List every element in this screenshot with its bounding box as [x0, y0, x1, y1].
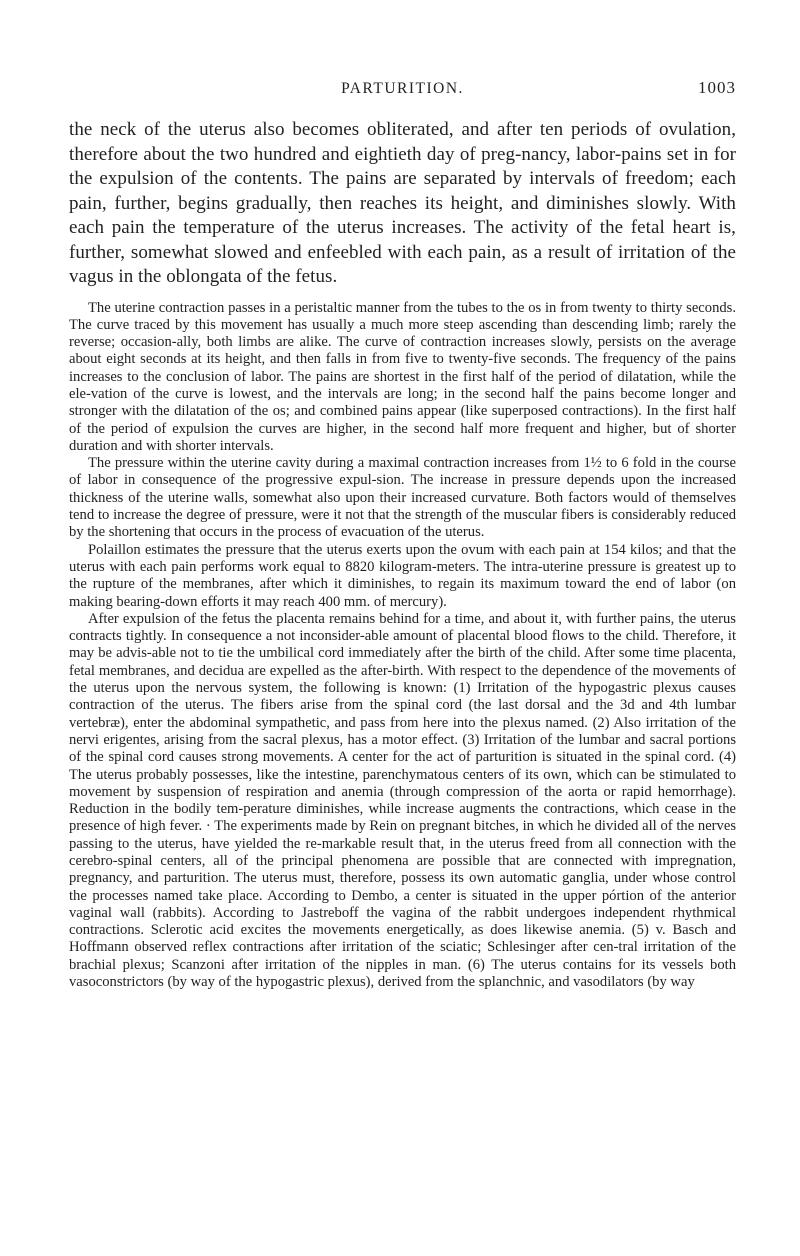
small-print-text — [69, 300, 736, 992]
small-paragraph-expulsion: After expulsion of the fetus the placenta remains behind for a time, and about it, with further pains, the uterus contracts tightly. In consequence a not inconsider-able amount of placental blood flows to the child. Therefore, it may be advis-able not to tie the umbilical cord immediately after the birth of the child. After some time placenta, fetal membranes, and decidua are expelled as the after-birth. With respect to the dependence of the movements of the uterus upon the nervous system, the following is known: (1) Irritation of the hypogastric plexus causes contraction of the uterus. The fibers arise from the spinal cord (the last dorsal and the 3d and 4th lumbar vertebræ), enter the abdominal sympathetic, and pass from here into the plexus named. (2) Also irritation of the nervi erigentes, arising from the sacral plexus, has a motor effect. (3) Irritation of the lumbar and sacral portions of the spinal cord causes strong movements. A center for the act of parturition is situated in the spinal cord. (4) The uterus probably possesses, like the intestine, parenchymatous centers of its own, which can be stimulated to movement by suspension of respiration and anemia (through compression of the aorta or rapid hemorrhage). Reduction in the bodily tem-perature diminishes, while increase augments the contractions, which cease in the presence of high fever. · The experiments made by Rein on pregnant bitches, in which he divided all of the nerves passing to the uterus, have yielded the re-markable result that, in the uterus freed from all connection with the cerebro-spinal centers, all of the principal phenomena are possible that are connected with impregnation, pregnancy, and parturition. The uterus must, therefore, possess its own automatic ganglia, under whose control the processes named take place. According to Dembo, a center is situated in the upper pórtion of the anterior vaginal wall (rabbits). According to Jastreboff the vagina of the rabbit undergoes independent rhythmical contractions. Sclerotic acid excites the movements energetically, as does likewise anemia. (5) v. Basch and Hoffmann observed reflex contractions after irritation of the sciatic; Schlesinger after cen-tral irritation of the brachial plexus; Scanzoni after irritation of the nipples in man. (6) The uterus contains for its vessels both vasoconstrictors (by way of the hypogastric plexus), derived from the splanchnic, and vasodilators (by way — [69, 610, 736, 991]
running-title: PARTURITION. — [341, 80, 464, 97]
small-paragraph-polaillon: Polaillon estimates the pressure that the uterus exerts upon the ovum with each pain at 154 kilos; and that the uterus with each pain performs work equal to 8820 kilogram-meters. The intra-uterine pressure is greatest up to the rupture of the membranes, after which it diminishes, to regain its maximum toward the end of labor (on making bearing-down efforts it may reach 400 mm. of mercury). — [69, 541, 736, 610]
small-paragraph-pressure: The pressure within the uterine cavity during a maximal contraction increases from 1½ to 6 fold in the course of labor in consequence of the progressive expul-sion. The increase in pressure depends upon the increased thickness of the uterine walls, somewhat also upon their increased curvature. Both factors would of themselves tend to increase the degree of pressure, were it not that the strength of the muscular fibers is considerably reduced by the shortening that occurs in the process of evacuation of the uterus. — [69, 455, 736, 541]
page-number: 1003 — [698, 78, 736, 97]
main-text — [69, 118, 736, 290]
running-head — [69, 76, 736, 100]
small-paragraph-uterine-contraction: The uterine contraction passes in a peristaltic manner from the tubes to the os in from twenty to thirty seconds. The curve traced by this movement has usually a much more steep ascending than descending limb; rarely the reverse; occasion-ally, both limbs are alike. The curve of contraction increases slowly, persists on the average about eight seconds at its height, and then falls in from five to twenty-five seconds. The frequency of the pains increases to the conclusion of labor. The pains are shortest in the first half of the period of dilatation, while the ele-vation of the curve is lowest, and the intervals are long; in the second half the pains become longer and stronger with the dilatation of the os; and combined pains appear (like superposed contractions). In the first half of the period of expulsion the curves are higher, in the second half more frequent and higher, but of shorter duration and with shorter intervals. — [69, 299, 736, 454]
main-paragraph: the neck of the uterus also becomes obliterated, and after ten periods of ovulation, therefore about the two hundred and eightieth day of preg-nancy, labor-pains set in for the expulsion of the contents. The pains are separated by intervals of freedom; each pain, further, begins gradually, then reaches its height, and diminishes slowly. With each pain the temperature of the uterus increases. The activity of the fetal heart is, further, somewhat slowed and enfeebled with each pain, as a result of irritation of the vagus in the oblongata of the fetus. — [69, 119, 736, 287]
